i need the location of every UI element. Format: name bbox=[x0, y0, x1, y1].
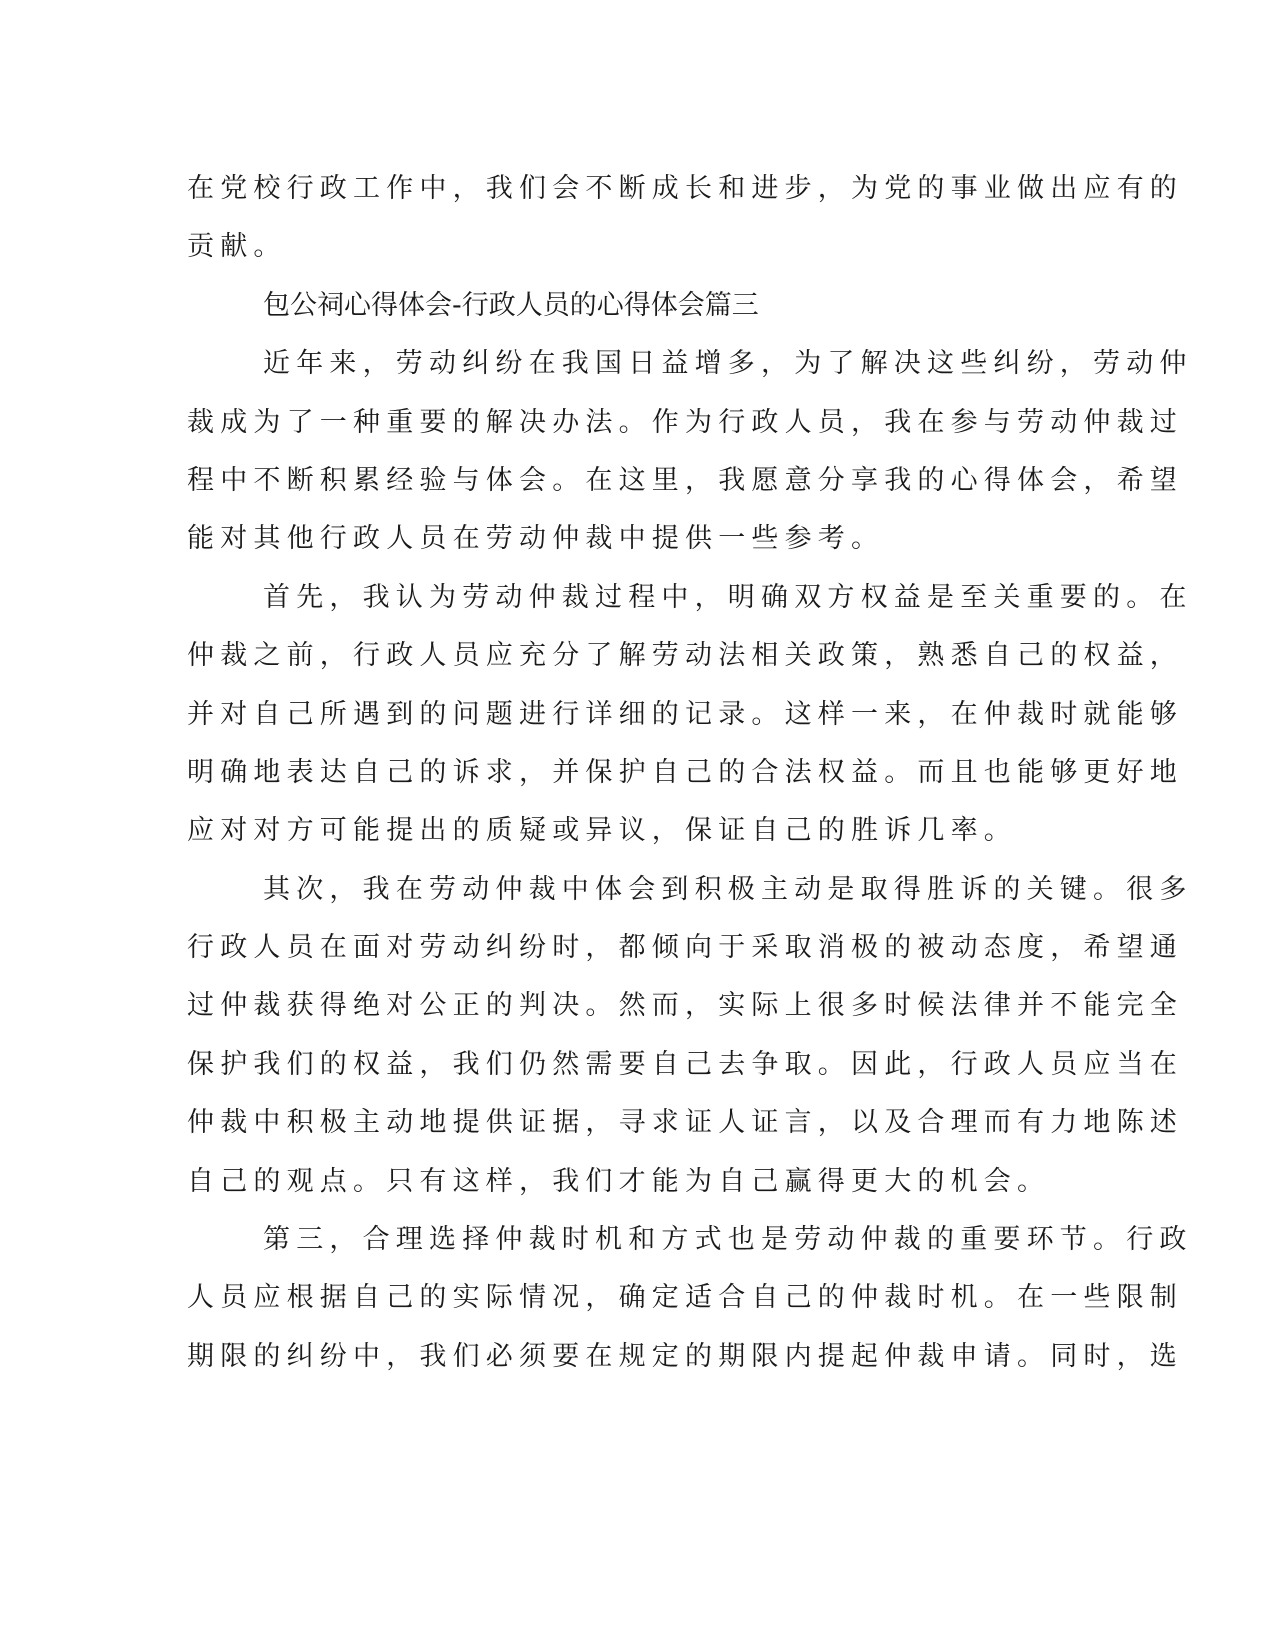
paragraph-start-line: 首先，我认为劳动仲裁过程中，明确双方权益是至关重要的。在 bbox=[263, 581, 1193, 613]
paragraph-start-line: 其次，我在劳动仲裁中体会到积极主动是取得胜诉的关键。很多 bbox=[263, 873, 1193, 905]
text-line: 期限的纠纷中，我们必须要在规定的期限内提起仲裁申请。同时，选 bbox=[187, 1340, 1183, 1372]
text-line: 保护我们的权益，我们仍然需要自己去争取。因此，行政人员应当在 bbox=[187, 1048, 1183, 1080]
text-line: 人员应根据自己的实际情况，确定适合自己的仲裁时机。在一些限制 bbox=[187, 1282, 1183, 1314]
text-line: 在党校行政工作中，我们会不断成长和进步，为党的事业做出应有的 bbox=[187, 173, 1183, 204]
text-line: 程中不断积累经验与体会。在这里，我愿意分享我的心得体会，希望 bbox=[187, 464, 1183, 496]
text-line: 应对对方可能提出的质疑或异议，保证自己的胜诉几率。 bbox=[187, 815, 1017, 847]
text-line: 过仲裁获得绝对公正的判决。然而，实际上很多时候法律并不能完全 bbox=[187, 990, 1183, 1022]
text-line: 贡献。 bbox=[187, 231, 287, 263]
section-heading: 包公祠心得体会-行政人员的心得体会篇三 bbox=[263, 289, 759, 321]
paragraph-start-line: 近年来，劳动纠纷在我国日益增多，为了解决这些纠纷，劳动仲 bbox=[263, 348, 1193, 380]
text-line: 自己的观点。只有这样，我们才能为自己赢得更大的机会。 bbox=[187, 1165, 1051, 1197]
document-body bbox=[187, 160, 1193, 1386]
text-line: 能对其他行政人员在劳动仲裁中提供一些参考。 bbox=[187, 523, 885, 555]
text-line: 仲裁中积极主动地提供证据，寻求证人证言，以及合理而有力地陈述 bbox=[187, 1107, 1183, 1139]
text-line: 裁成为了一种重要的解决办法。作为行政人员，我在参与劳动仲裁过 bbox=[187, 406, 1183, 438]
text-line: 仲裁之前，行政人员应充分了解劳动法相关政策，熟悉自己的权益， bbox=[187, 640, 1183, 672]
paragraph-start-line: 第三，合理选择仲裁时机和方式也是劳动仲裁的重要环节。行政 bbox=[263, 1224, 1193, 1256]
text-line: 行政人员在面对劳动纠纷时，都倾向于采取消极的被动态度，希望通 bbox=[187, 932, 1183, 964]
text-line: 明确地表达自己的诉求，并保护自己的合法权益。而且也能够更好地 bbox=[187, 756, 1183, 788]
text-line: 并对自己所遇到的问题进行详细的记录。这样一来，在仲裁时就能够 bbox=[187, 698, 1183, 730]
